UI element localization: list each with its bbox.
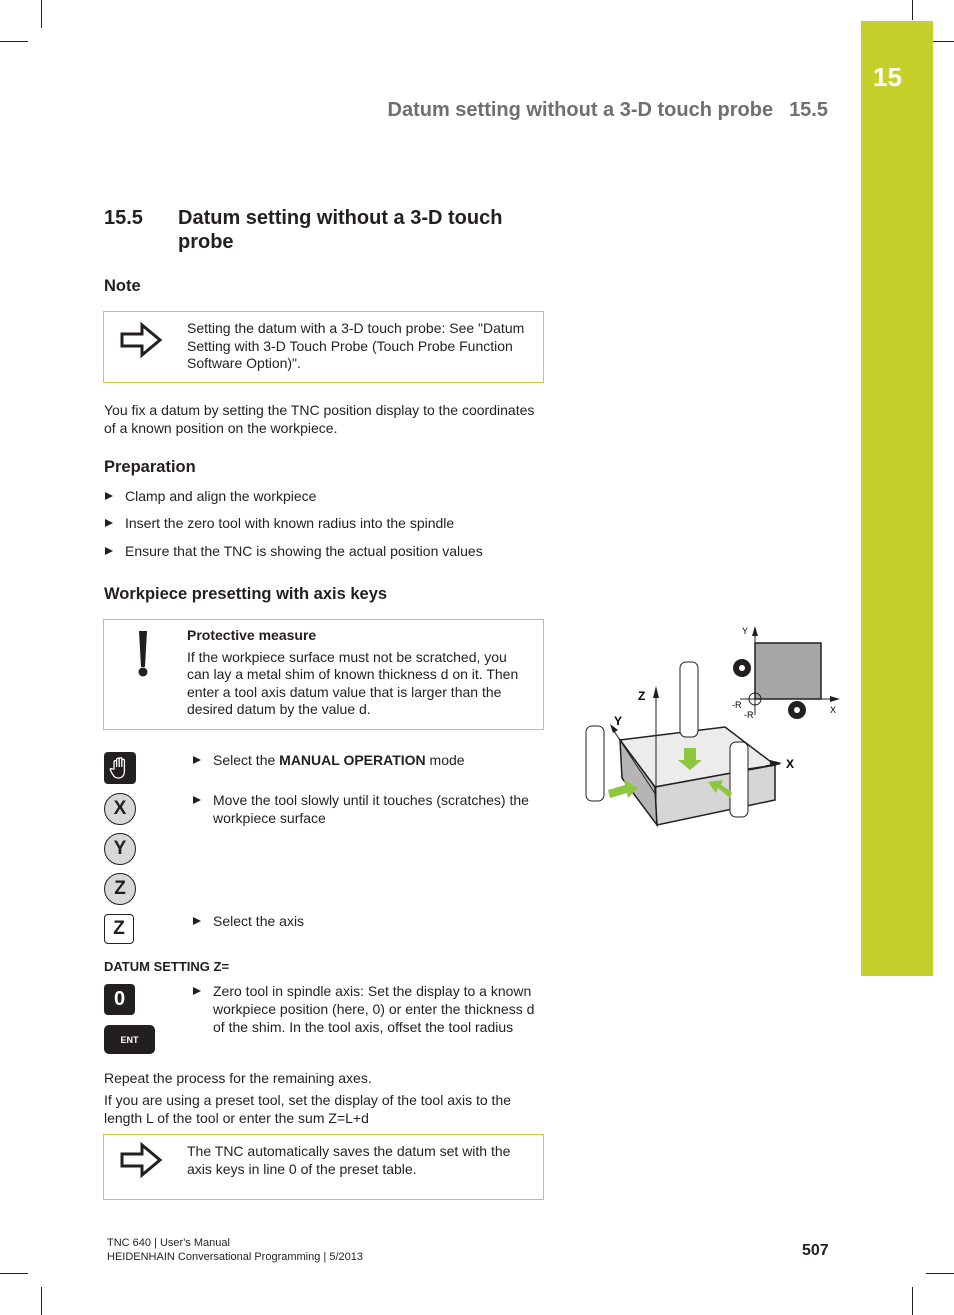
note-text: Setting the datum with a 3-D touch probe: See "Datum Setting with 3-D Touch Probe (Touch Probe Function Software Option)". bbox=[187, 320, 525, 371]
info-text: The TNC automatically saves the datum set with the axis keys in line 0 of the preset table. bbox=[187, 1143, 511, 1177]
arrow-right-icon bbox=[104, 312, 186, 382]
z-axis-key[interactable]: Z bbox=[104, 873, 136, 905]
chapter-number: 15 bbox=[873, 62, 902, 92]
info-box bbox=[103, 1134, 544, 1200]
inset-y-label: Y bbox=[742, 626, 749, 636]
list-item: Ensure that the TNC is showing the actual position values bbox=[105, 542, 483, 560]
list-item: Clamp and align the workpiece bbox=[105, 487, 316, 505]
y-axis-key[interactable]: Y bbox=[104, 833, 136, 865]
crop-mark bbox=[912, 0, 913, 20]
repeat-paragraph: Repeat the process for the remaining axes. bbox=[104, 1070, 372, 1086]
hand-icon bbox=[109, 756, 131, 780]
radius-label: -R bbox=[744, 710, 754, 720]
crop-mark bbox=[926, 1273, 954, 1274]
crop-mark bbox=[41, 1287, 42, 1315]
y-axis-label: Y bbox=[614, 714, 623, 728]
preparation-heading: Preparation bbox=[104, 458, 196, 476]
arrow-right-icon bbox=[104, 1135, 186, 1199]
running-header-title: Datum setting without a 3-D touch probe bbox=[387, 99, 774, 121]
running-header bbox=[388, 99, 828, 122]
x-axis-key[interactable]: X bbox=[104, 793, 136, 825]
crop-mark bbox=[0, 1273, 28, 1274]
warning-text: If the workpiece surface must not be scratched, you can lay a metal shim of known thickness d on it. Then enter a tool axis datum value that is larger than the desired datum by the value d. bbox=[187, 648, 519, 717]
list-item: Insert the zero tool with known radius into the spindle bbox=[105, 514, 454, 532]
workpiece-diagram bbox=[580, 620, 850, 840]
radius-label: -R bbox=[732, 700, 742, 710]
step-zero-tool: Zero tool in spindle axis: Set the display to a known workpiece position (here, 0) or enter the thickness d of the shim. In the tool axis, offset the tool radius bbox=[193, 982, 543, 1036]
page-number: 507 bbox=[802, 1242, 829, 1259]
step-select-mode: Select the MANUAL OPERATION mode bbox=[193, 751, 465, 769]
footer bbox=[107, 1236, 363, 1264]
x-axis-label: X bbox=[786, 757, 795, 771]
exclamation-icon bbox=[104, 620, 186, 729]
intro-paragraph: You fix a datum by setting the TNC position display to the coordinates of a known position on the workpiece. bbox=[104, 402, 535, 436]
datum-setting-label: DATUM SETTING Z= bbox=[104, 959, 230, 974]
crop-mark bbox=[0, 41, 28, 42]
footer-line: TNC 640 | User's Manual bbox=[107, 1237, 230, 1249]
section-title: Datum setting without a 3-D touch probe bbox=[178, 207, 503, 253]
running-header-number: 15.5 bbox=[789, 99, 828, 121]
step-move-tool: Move the tool slowly until it touches (scratches) the workpiece surface bbox=[193, 791, 533, 827]
warning-title: Protective measure bbox=[187, 627, 317, 643]
note-box bbox=[103, 311, 544, 383]
z-axis-select-key[interactable]: Z bbox=[104, 914, 134, 944]
manual-operation-key[interactable] bbox=[104, 752, 136, 784]
crop-mark bbox=[41, 0, 42, 28]
z-axis-label: Z bbox=[638, 689, 646, 703]
inset-x-label: X bbox=[830, 705, 837, 715]
section-heading bbox=[104, 206, 503, 253]
presetting-heading: Workpiece presetting with axis keys bbox=[104, 585, 388, 603]
warning-box bbox=[103, 619, 544, 730]
step-select-axis: Select the axis bbox=[193, 912, 304, 930]
section-number: 15.5 bbox=[104, 207, 143, 229]
footer-line: HEIDENHAIN Conversational Programming | 5/2013 bbox=[107, 1251, 363, 1263]
note-heading: Note bbox=[104, 277, 141, 295]
chapter-tab bbox=[861, 21, 933, 976]
crop-mark bbox=[912, 1287, 913, 1315]
zero-key[interactable]: 0 bbox=[104, 984, 135, 1015]
preset-tool-paragraph: If you are using a preset tool, set the display of the tool axis to the length L of the tool or enter the sum Z=L+d bbox=[104, 1092, 512, 1126]
ent-key[interactable]: ENT bbox=[104, 1025, 155, 1054]
